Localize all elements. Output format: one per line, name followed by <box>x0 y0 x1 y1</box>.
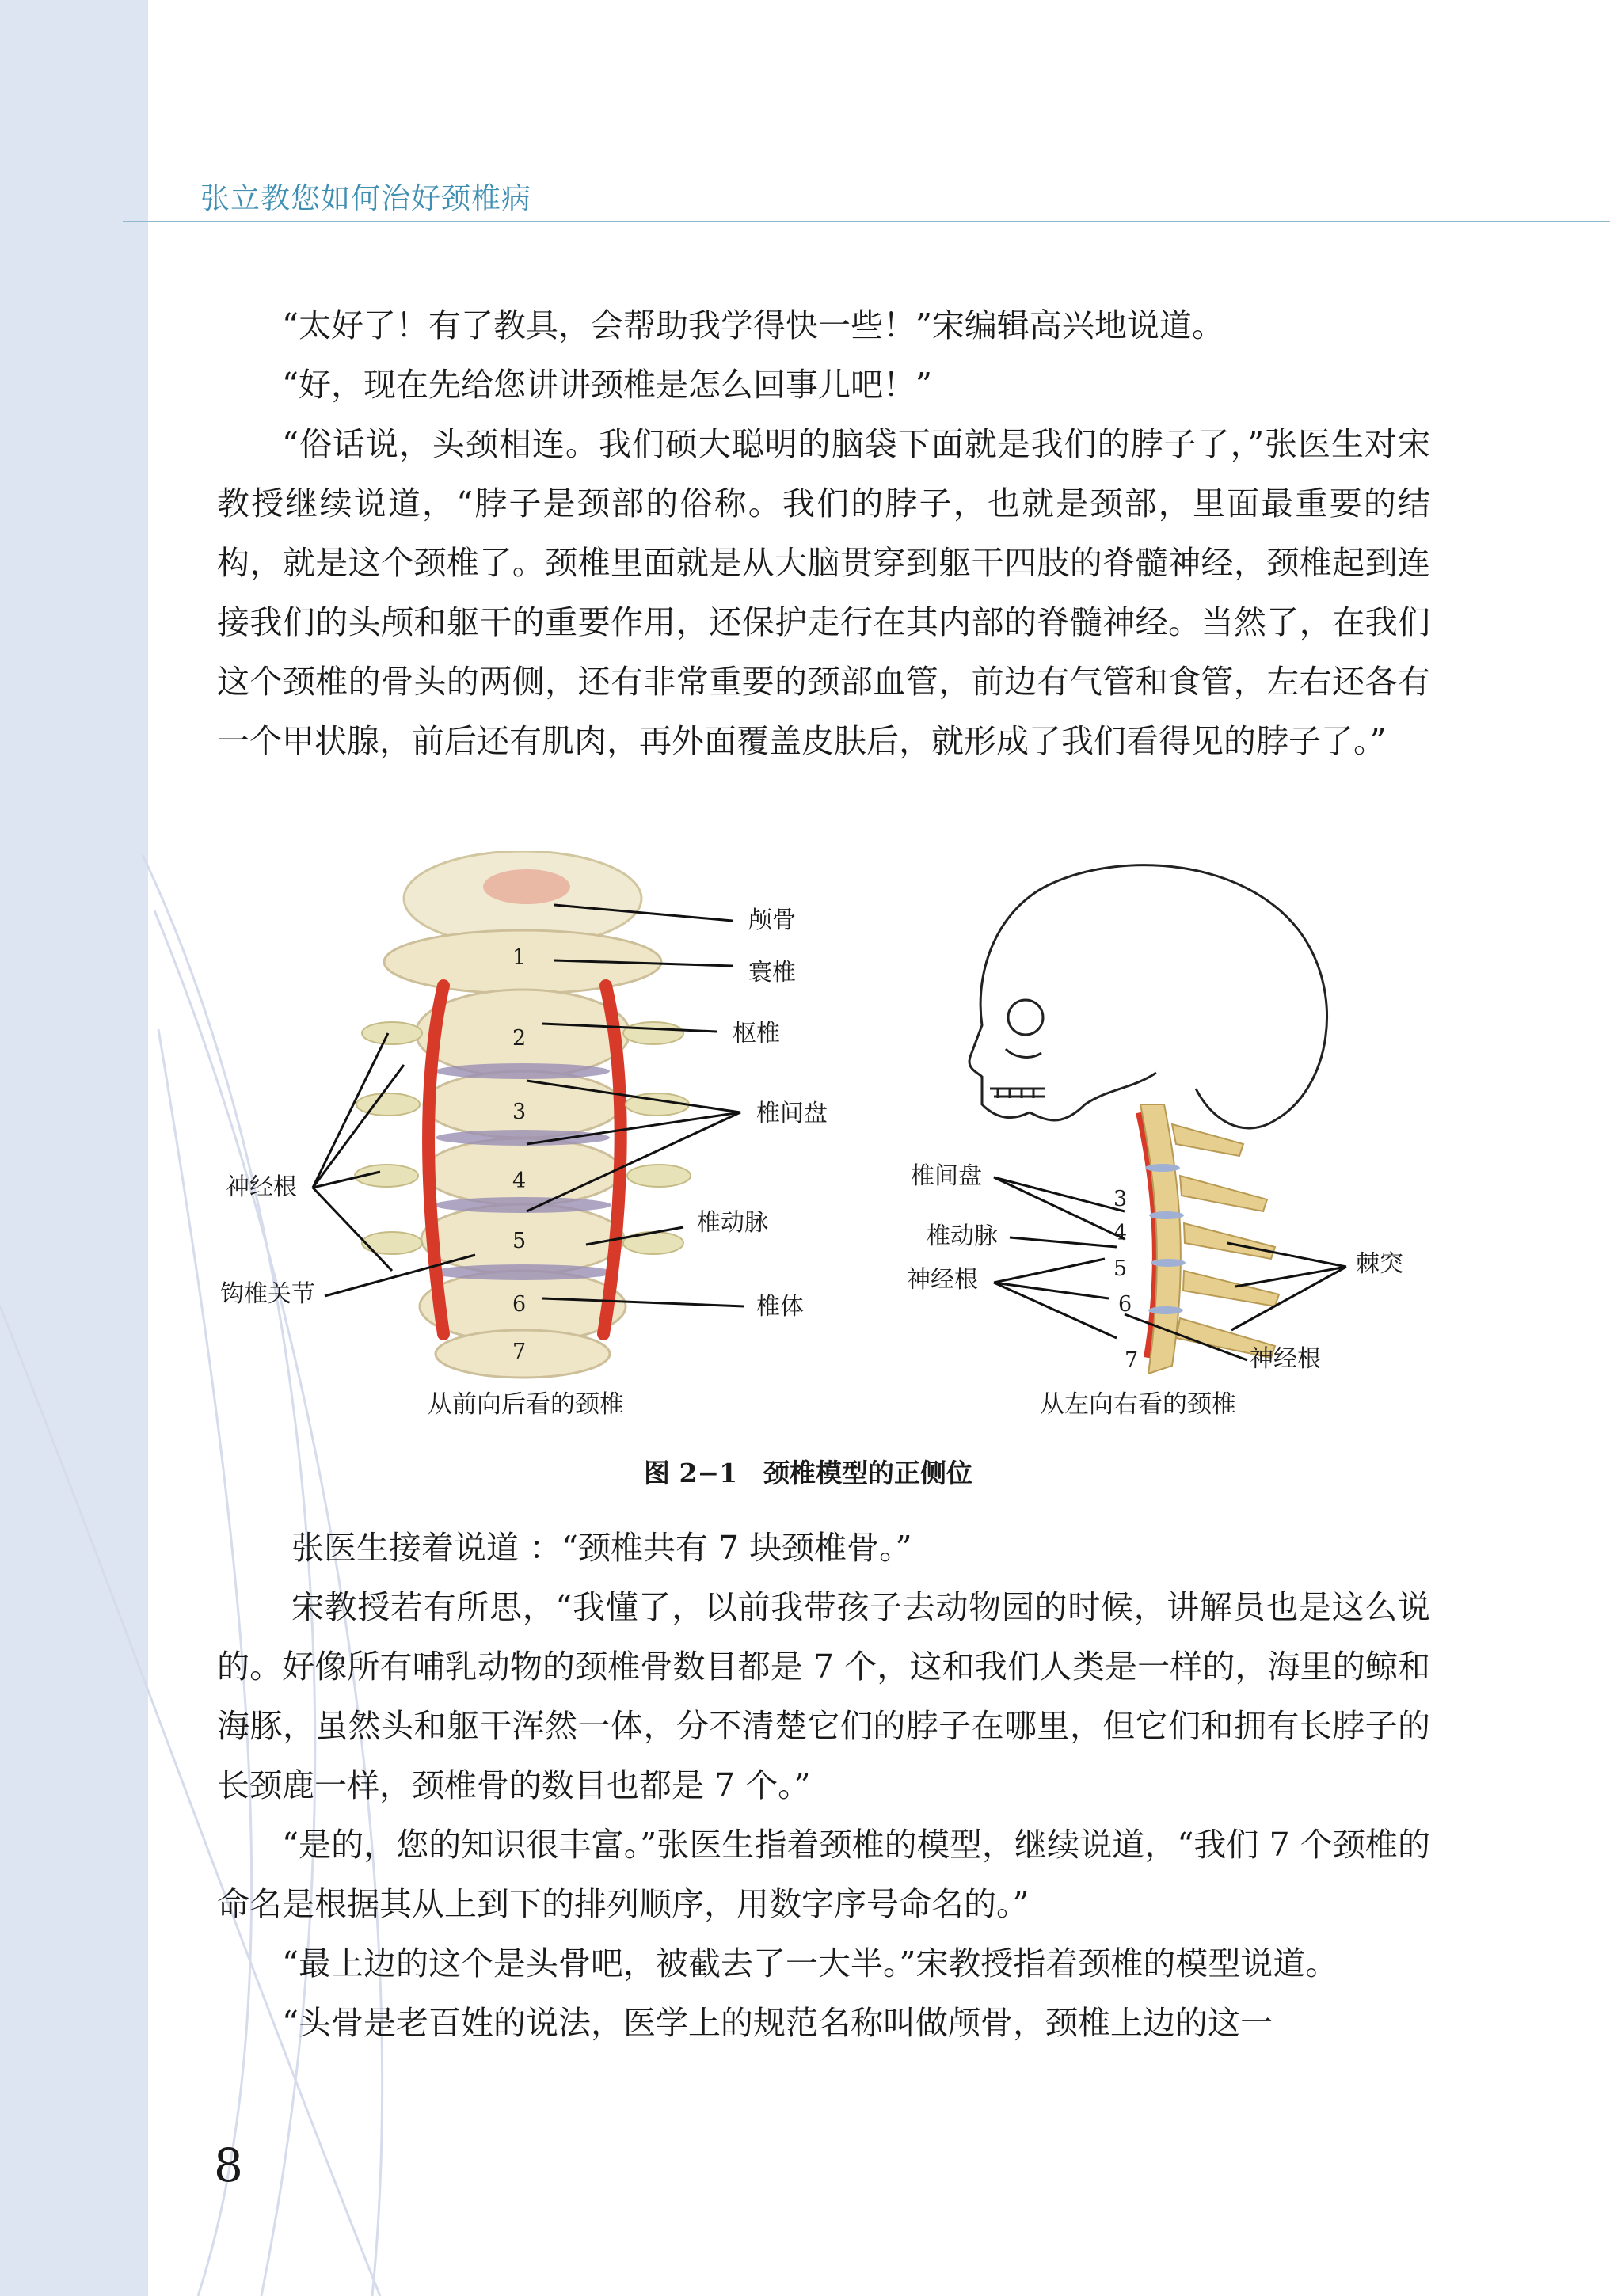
label-nerve-root: 神经根 <box>226 1173 297 1201</box>
figure-caption: 图 2−1 颈椎模型的正侧位 <box>644 1458 973 1488</box>
page-number: 8 <box>214 2138 243 2192</box>
label-vertebral-artery: 椎动脉 <box>697 1209 768 1237</box>
paragraph: “头骨是老百姓的说法，医学上的规范名称叫做颅骨，颈椎上边的这一 <box>282 2004 1273 2042</box>
vertebra-number: 5 <box>1113 1256 1128 1281</box>
paragraph: “最上边的这个是头骨吧，被截去了一大半。”宋教授指着颈椎的模型说道。 <box>282 1944 1338 1982</box>
paragraph: “太好了！有了教具，会帮助我学得快一些！”宋编辑高兴地说道。 <box>282 306 1224 344</box>
vertebra-number: 5 <box>512 1229 527 1253</box>
vertebra-number: 6 <box>1118 1292 1132 1317</box>
vertebra-number: 1 <box>512 945 527 970</box>
label-spinous-process: 棘突 <box>1356 1250 1403 1278</box>
vertebra-number: 7 <box>1125 1348 1139 1373</box>
vertebra-number: 2 <box>512 1026 527 1051</box>
label-intervertebral-disc-side: 椎间盘 <box>911 1162 982 1190</box>
label-axis: 枢椎 <box>733 1020 780 1047</box>
vertebra-number: 3 <box>1113 1187 1128 1211</box>
paragraph: 张医生接着说道 ：“颈椎共有 7 块颈椎骨。” <box>291 1529 912 1567</box>
vertebra-number: 3 <box>512 1100 527 1124</box>
label-nerve-root-side: 神经根 <box>907 1266 978 1294</box>
label-intervertebral-disc: 椎间盘 <box>756 1100 828 1127</box>
front-view-caption: 从前向后看的颈椎 <box>428 1390 624 1419</box>
side-view-caption: 从左向右看的颈椎 <box>1040 1390 1236 1419</box>
label-nerve-root-bottom: 神经根 <box>1250 1345 1321 1373</box>
vertebra-number: 7 <box>512 1340 527 1364</box>
vertebra-number: 4 <box>512 1169 527 1193</box>
paragraph: “是的，您的知识很丰富。”张医生指着颈椎的模型，继续说道，“我们 7 个颈椎的命名是根据其从上到下的排列顺序，用数字序号命名的。” <box>217 1826 1430 1923</box>
body-text-bottom <box>217 1519 1430 2053</box>
paragraph: “好，现在先给您讲讲颈椎是怎么回事儿吧！” <box>282 366 932 404</box>
vertebra-number: 4 <box>1113 1221 1128 1245</box>
label-vertebral-artery-side: 椎动脉 <box>927 1222 998 1250</box>
label-skull: 颅骨 <box>748 907 796 934</box>
running-header-title: 张立教您如何治好颈椎病 <box>200 181 531 215</box>
label-vertebral-body: 椎体 <box>756 1293 804 1321</box>
paragraph: “俗话说，头颈相连。我们硕大聪明的脑袋下面就是我们的脖子了，”张医生对宋教授继续说道，“脖子是颈部的俗称。我们的脖子，也就是颈部，里面最重要的结构，就是这个颈椎了。颈椎里面就是从大脑贯穿到躯干四肢的脊髓神经，颈椎起到连接我们的头颅和躯干的重要作用，还保护走行在其内部的脊髓神经。当然了，在我们这个颈椎的骨头的两侧，还有非常重要的颈部血管，前边有气管和食管，左右还各有一个甲状腺，前后还有肌肉，再外面覆盖皮肤后，就形成了我们看得见的脖子了。” <box>217 425 1430 760</box>
label-uncovertebral-joint: 钩椎关节 <box>220 1280 315 1308</box>
vertebra-number: 6 <box>512 1292 527 1317</box>
label-atlas: 寰椎 <box>748 959 796 986</box>
paragraph: 宋教授若有所思，“我懂了，以前我带孩子去动物园的时候，讲解员也是这么说的。好像所有哺乳动物的颈椎骨数目都是 7 个，这和我们人类是一样的，海里的鲸和海豚，虽然头和躯干浑然一体，分不清楚它们的脖子在哪里，但它们和拥有长脖子的长颈鹿一样，颈椎骨的数目也都是 7 个。” <box>217 1588 1430 1804</box>
